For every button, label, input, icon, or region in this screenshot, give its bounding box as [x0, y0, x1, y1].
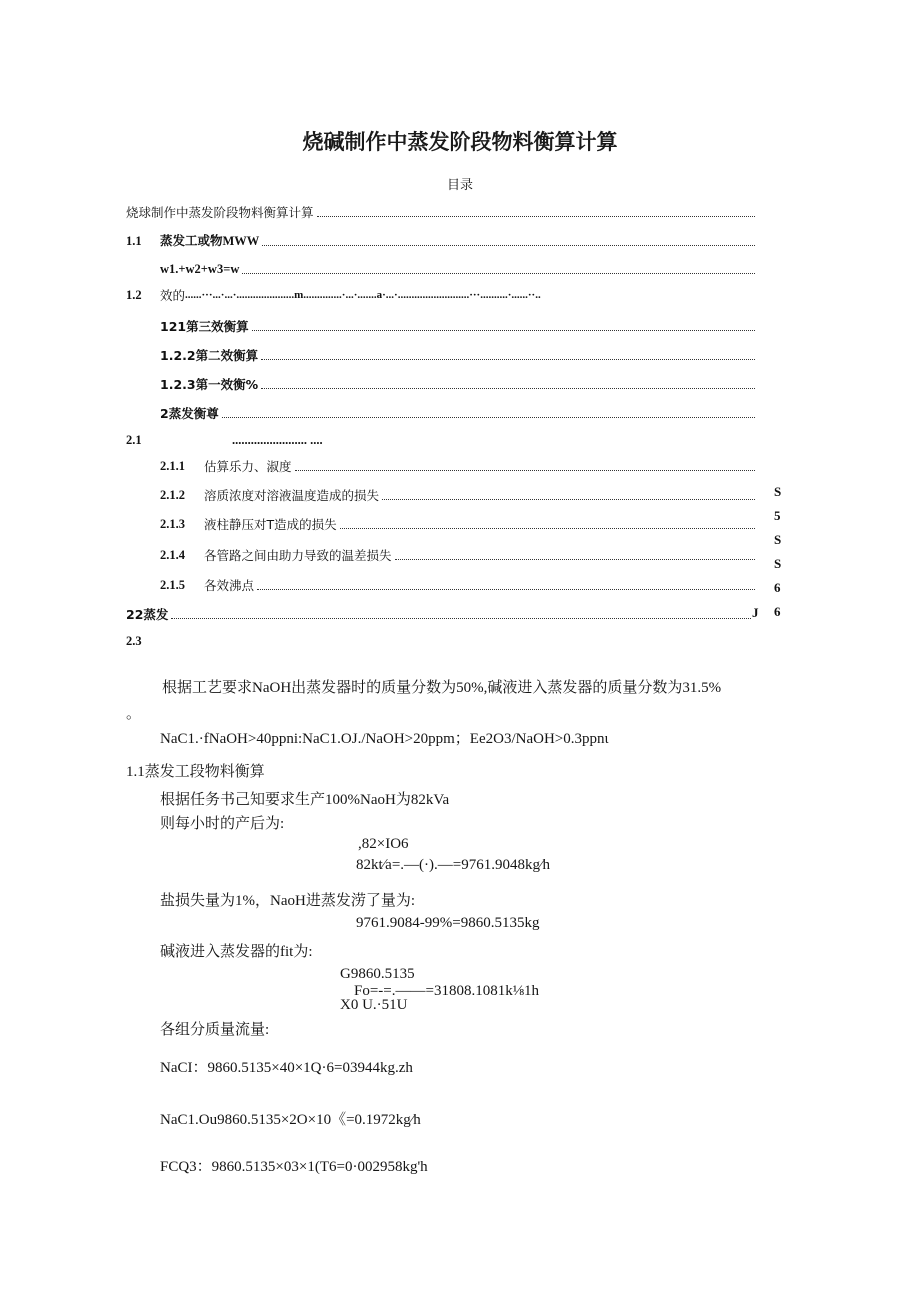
equation-1: 82kt∕a=.—(·).—=9761.9048kg∕h [356, 857, 550, 873]
toc-entry-text: 溶质浓度对溶液温度造成的损失 [204, 488, 380, 503]
toc-entry-text: ........................ .... [232, 433, 323, 447]
toc-row-10[interactable] [160, 456, 756, 474]
toc-row-14[interactable] [160, 575, 756, 593]
toc-entry-text: 估算乐力、淑度 [204, 459, 292, 474]
toc-entry-text: 2蒸发衡尊 [160, 406, 219, 421]
toc-leader [262, 245, 755, 246]
toc-entry-text: w1.+w2+w3=w [160, 262, 240, 276]
toc-entry-text: 1.2.3第一效衡% [160, 377, 259, 392]
toc-leader [261, 359, 755, 360]
toc-leader [340, 528, 755, 529]
section-heading-1-1: 1.1蒸发工段物料衡算 [126, 764, 265, 780]
toc-entry-text: 烧球制作中蒸发阶段物料衡算计算 [126, 205, 314, 220]
toc-row-1[interactable] [126, 202, 756, 220]
toc-entry-number: 2.3 [126, 634, 142, 648]
equation-3: Fo=-=.——=31808.1081k⅛1h [354, 983, 539, 999]
toc-entry-text: 22蒸发 [126, 607, 169, 622]
toc-row-11[interactable] [160, 485, 756, 503]
toc-row-16[interactable] [126, 631, 226, 649]
toc-entry-text: 效的 [160, 288, 186, 303]
equation-2: 9761.9084-99%=9860.5135kg [356, 915, 540, 931]
paragraph-feed-amount: 碱液进入蒸发器的fit为: [160, 944, 313, 960]
toc-page-number: S [774, 484, 782, 499]
toc-row-12[interactable] [160, 514, 756, 532]
equation-1-numerator: ,82×IO6 [358, 836, 409, 852]
toc-entry-number: 2.1.4 [160, 548, 185, 562]
toc-heading: 目录 [446, 178, 473, 193]
equation-fe2o3: FCQ3：9860.5135×03×1(T6=0·002958kg'h [160, 1159, 428, 1175]
equation-naclo3: NaC1.Ou9860.5135×2O×10《=0.1972kg∕h [160, 1112, 421, 1128]
toc-row-4[interactable] [126, 285, 686, 303]
toc-entry-number: 1.2 [126, 288, 142, 302]
toc-leader [317, 216, 755, 217]
toc-leader [261, 388, 755, 389]
toc-page-number: S [774, 532, 782, 547]
toc-entry-text: 1.2.2第二效衡算 [160, 348, 259, 363]
toc-entry-text: 液柱静压对T造成的损失 [204, 517, 337, 532]
toc-row-8[interactable] [160, 403, 756, 421]
toc-row-3[interactable] [160, 259, 756, 277]
toc-leader [252, 330, 755, 331]
toc-entry-tail: ......···...·...·.....................m..............·...·.......a·...·..........................···..........·......··.. [185, 289, 541, 301]
toc-entry-text: 各效沸点 [204, 578, 255, 593]
toc-leader [382, 499, 755, 500]
toc-leader [395, 559, 755, 560]
toc-page-number: 5 [774, 508, 781, 523]
toc-leader [171, 618, 751, 619]
toc-entry-number: 1.1 [126, 234, 142, 248]
equation-nacl: NaCI：9860.5135×40×1Q·6=03944kg.zh [160, 1060, 413, 1076]
toc-entry-number: 2.1.2 [160, 488, 185, 502]
toc-leader [295, 470, 755, 471]
paragraph-component-flows: 各组分质量流量: [160, 1022, 270, 1038]
toc-row-7[interactable] [160, 374, 756, 392]
toc-entry-text: 121第三效衡算 [160, 319, 249, 334]
toc-entry-number: 2.1.5 [160, 578, 185, 592]
toc-page-number: S [774, 556, 782, 571]
toc-row-2[interactable] [126, 231, 756, 249]
toc-row-5[interactable] [160, 316, 756, 334]
paragraph-end-mark: 。 [126, 706, 142, 722]
paragraph-process-requirement: 根据工艺要求NaOH出蒸发器时的质量分数为50%,碱液进入蒸发器的质量分数为31.5% [162, 680, 722, 696]
equation-3-top: G9860.5135 [340, 966, 415, 982]
toc-page-number: 6 [774, 580, 781, 595]
toc-page-number: 6 [774, 604, 781, 619]
toc-row-6[interactable] [160, 345, 756, 363]
toc-entry-number: 2.1.3 [160, 517, 185, 531]
toc-row-9[interactable] [126, 430, 386, 448]
paragraph-production-target: 根据任务书己知要求生产100%NaoH为82kVa [160, 792, 450, 808]
toc-entry-text: 各管路之间由助力导致的温差损失 [204, 548, 392, 563]
toc-leader [222, 417, 755, 418]
toc-leader [242, 273, 755, 274]
paragraph-salt-loss: 盐损失量为1%，NaoH进蒸发涝了量为: [160, 893, 415, 909]
toc-row-15[interactable] [126, 604, 752, 622]
toc-leader [257, 589, 755, 590]
paragraph-impurity-limits: NaC1.·fNaOH>40ppni:NaC1.OJ./NaOH>20ppm；Ee2O3/NaOH>0.3ppnι [160, 731, 609, 747]
toc-mark: J [752, 605, 759, 620]
toc-entry-number: 2.1.1 [160, 459, 185, 473]
equation-3-bottom: X0 U.·51U [340, 997, 408, 1013]
toc-entry-number: 2.1 [126, 433, 142, 447]
paragraph-hourly-output: 则每小时的产后为: [160, 816, 285, 832]
toc-entry-text: 蒸发工或物MWW [160, 234, 260, 248]
toc-row-13[interactable] [160, 545, 756, 563]
document-title: 烧碱制作中蒸发阶段物料衡算计算 [302, 130, 618, 154]
